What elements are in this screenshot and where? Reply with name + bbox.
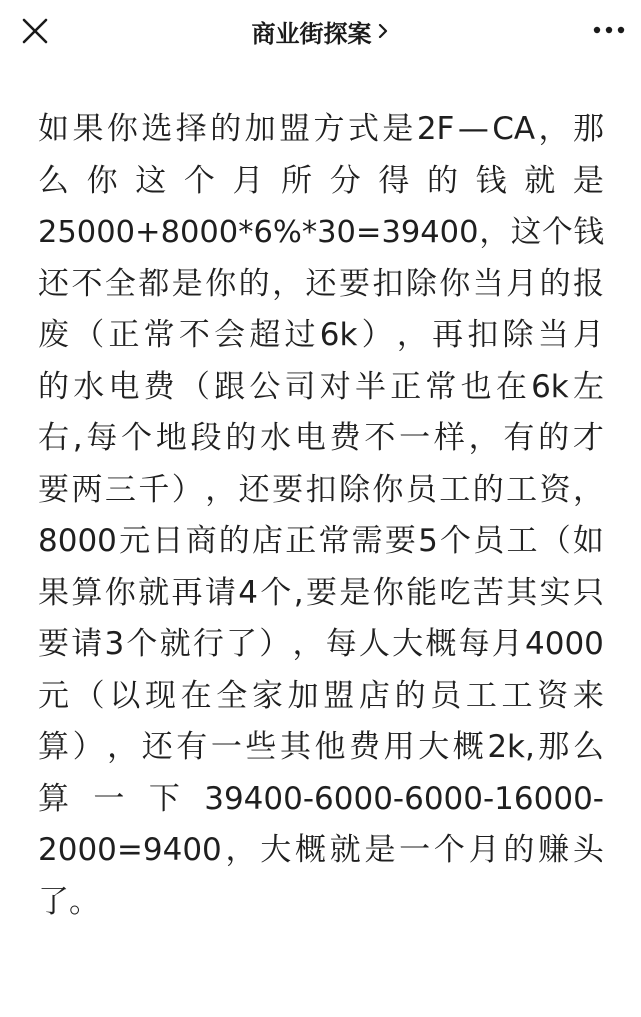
article-text-line: 元 （ 以 现 在 全 家 加 盟 店 的 员 工 工 资 来 — [38, 677, 604, 714]
article-text-line: 2000=9400 ， 大 概 就 是 一 个 月 的 赚 头 — [38, 832, 604, 868]
page-title: 商业街探案 — [251, 19, 372, 48]
close-button[interactable] — [18, 14, 52, 48]
close-icon — [18, 14, 52, 48]
article-text-line: 了。 — [38, 883, 100, 920]
article-text-line: 么 你 这 个 月 所 分 得 的 钱 就 是 — [38, 162, 604, 199]
article-text-line: 算 ） ， 还 有 一 些 其 他 费 用 大 概 2k, 那 么 — [38, 729, 604, 765]
article-text-line: 要 两 三 千 ） ， 还 要 扣 除 你 员 工 的 工 资 ， — [38, 471, 604, 508]
article-text-line: 果 算 你 就 再 请 4 个 , 要 是 你 能 吃 苦 其 实 只 — [38, 574, 604, 611]
article-text-line: 的 水 电 费 （ 跟 公 司 对 半 正 常 也 在 6k 左 — [38, 368, 604, 405]
article-text-line: 8000 元 日 商 的 店 正 常 需 要 5 个 员 工 （ 如 — [38, 523, 604, 559]
article-text-line: 右 , 每 个 地 段 的 水 电 费 不 一 样 ， 有 的 才 — [38, 420, 604, 456]
article-body — [38, 104, 604, 928]
account-title-button[interactable] — [252, 14, 390, 49]
article-text-line: 还 不 全 都 是 你 的 ， 还 要 扣 除 你 当 月 的 报 — [38, 265, 604, 302]
article-text-line: 要 请 3 个 就 行 了 ） ， 每 人 大 概 每 月 4000 — [38, 626, 604, 662]
top-navigation-bar — [0, 0, 641, 62]
chevron-right-icon — [376, 22, 390, 40]
article-text-line: 25000+8000*6%*30=39400 ， 这 个 钱 — [38, 215, 604, 250]
more-dots-icon — [591, 20, 627, 40]
more-options-button[interactable] — [591, 20, 627, 40]
article-text-line: 废 （ 正 常 不 会 超 过 6k ） ， 再 扣 除 当 月 — [38, 317, 604, 353]
article-text-line: 如 果 你 选 择 的 加 盟 方 式 是 2F — CA ， 那 — [38, 111, 604, 147]
article-text-line: 算 一 下 39400-6000-6000-16000- — [38, 780, 604, 817]
